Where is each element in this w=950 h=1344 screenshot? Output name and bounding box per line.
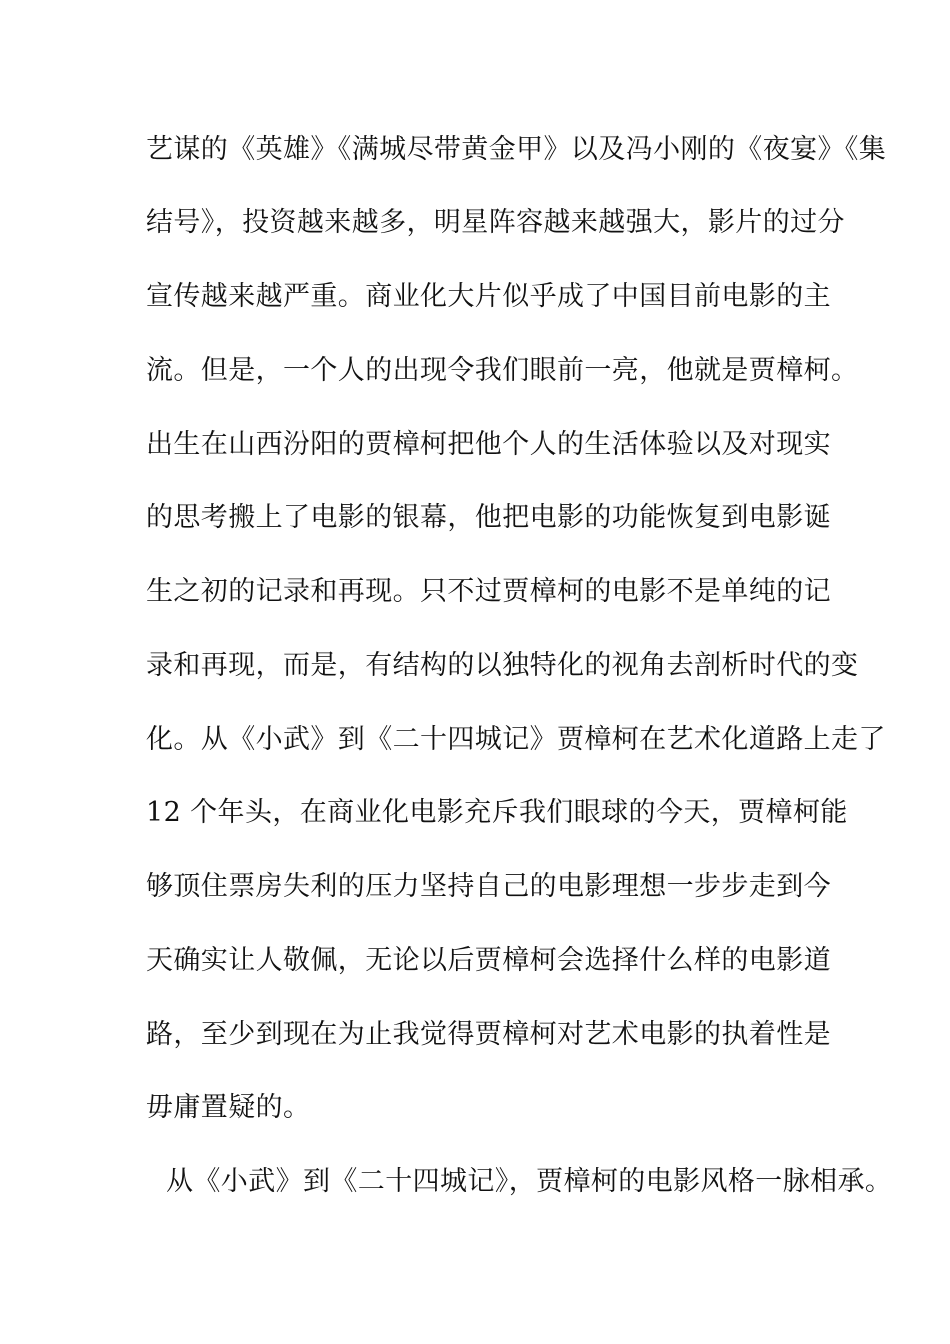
paragraph-1-line-4: 流。但是，一个人的出现令我们眼前一亮，他就是贾樟柯。 [146,355,859,386]
paragraph-1-line-14: 毋庸置疑的。 [146,1092,311,1123]
paragraph-1-line-7: 生之初的记录和再现。只不过贾樟柯的电影不是单纯的记 [146,576,831,607]
paragraph-2-line-1: 从《小武》到《二十四城记》，贾樟柯的电影风格一脉相承。 [166,1166,893,1197]
paragraph-1-line-13: 路，至少到现在为止我觉得贾樟柯对艺术电影的执着性是 [146,1019,831,1050]
paragraph-1-line-6: 的思考搬上了电影的银幕，他把电影的功能恢复到电影诞 [146,502,831,533]
paragraph-1-line-5: 出生在山西汾阳的贾樟柯把他个人的生活体验以及对现实 [146,429,831,460]
paragraph-1-line-2: 结号》，投资越来越多，明星阵容越来越强大，影片的过分 [146,207,845,238]
paragraph-1-line-12: 天确实让人敬佩，无论以后贾樟柯会选择什么样的电影道 [146,945,831,976]
paragraph-1-line-11: 够顶住票房失利的压力坚持自己的电影理想一步步走到今 [146,871,831,902]
paragraph-1-line-10: 12 个年头，在商业化电影充斥我们眼球的今天，贾樟柯能 [146,797,848,828]
paragraph-1-line-3: 宣传越来越严重。商业化大片似乎成了中国目前电影的主 [146,281,831,312]
paragraph-1-line-8: 录和再现，而是，有结构的以独特化的视角去剖析时代的变 [146,650,859,681]
paragraph-1-line-9: 化。从《小武》到《二十四城记》贾樟柯在艺术化道路上走了 [146,724,886,755]
paragraph-1-line-1: 艺谋的《英雄》《满城尽带黄金甲》以及冯小刚的《夜宴》《集 [146,134,887,165]
